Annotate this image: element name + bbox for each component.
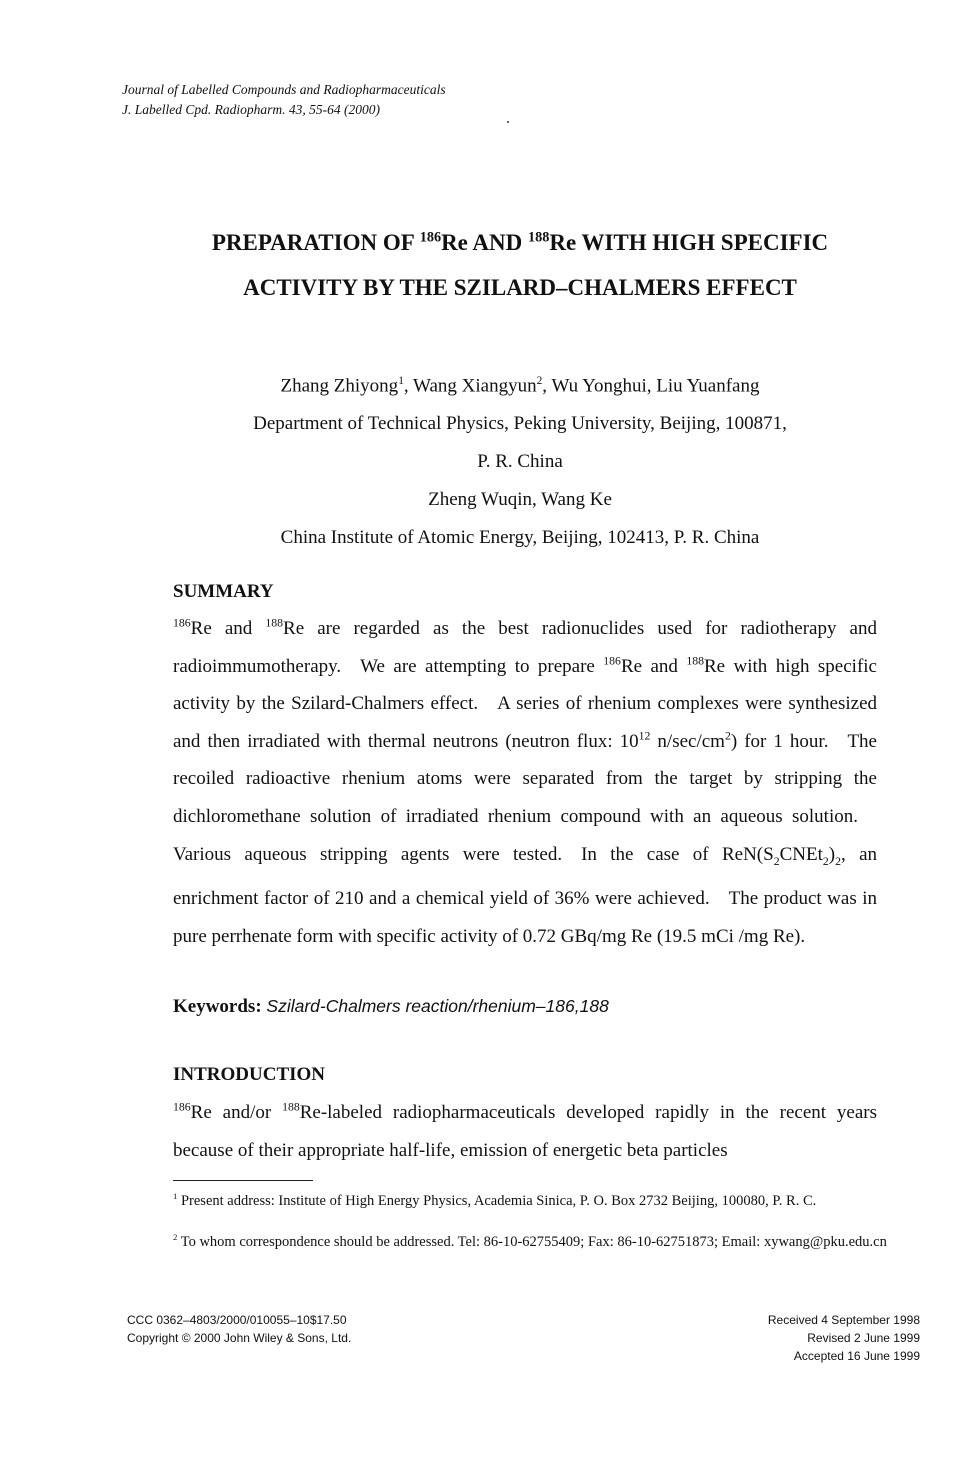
copyright-block	[127, 1311, 351, 1347]
summary-text: Re are regarded as the best radionuclides used for radiotherapy and radioimmumotherapy. We are attempting to prepare	[173, 618, 877, 677]
keywords-label: Keywords:	[173, 996, 267, 1017]
author-line-1	[100, 362, 940, 405]
intro-text: Re and/or	[190, 1102, 283, 1123]
summary-text: Re with high specific activity by the Szilard-Chalmers effect. A series of rhenium complexes were synthesized and then irradiated with thermal neutrons (neutron flux: 10	[173, 655, 877, 752]
revised-date: Revised 2 June 1999	[807, 1331, 920, 1345]
author-name: Zhang Zhiyong	[280, 375, 399, 397]
footnote-mark: 2	[173, 1232, 178, 1242]
footnote-2	[173, 1229, 893, 1251]
ccc-code: CCC 0362–4803/2000/010055–10$17.50	[127, 1313, 347, 1327]
title-superscript: 188	[527, 229, 550, 246]
title-text: Re WITH HIGH SPECIFIC	[549, 230, 829, 255]
dates-block	[680, 1311, 920, 1365]
paper-title-line-1	[100, 230, 940, 256]
author-line-2: Zheng Wuqin, Wang Ke	[428, 489, 612, 511]
title-superscript: 186	[419, 229, 442, 246]
summary-text: Re and	[620, 655, 687, 677]
author-names: , Wu Yonghui, Liu Yuanfang	[542, 375, 760, 397]
journal-name: Journal of Labelled Compounds and Radiopharmaceuticals	[122, 82, 446, 97]
superscript: 186	[173, 616, 191, 630]
paper-title-line-2: ACTIVITY BY THE SZILARD–CHALMERS EFFECT	[243, 275, 797, 300]
superscript: 188	[686, 654, 704, 668]
superscript: 188	[265, 616, 284, 630]
intro-text: Re-labeled radiopharmaceuticals developed rapidly in the recent years because of their appropriate half-life, emission of energetic beta particles	[173, 1102, 877, 1161]
footnote-divider	[173, 1180, 313, 1181]
affiliation-1-country: P. R. China	[477, 451, 563, 473]
copyright-line: Copyright © 2000 John Wiley & Sons, Ltd.	[127, 1331, 352, 1345]
author-footnote-mark: 2	[536, 375, 543, 387]
journal-citation: J. Labelled Cpd. Radiopharm. 43, 55-64 (2000)	[122, 102, 380, 117]
footnote-1	[173, 1188, 893, 1210]
summary-text: )	[828, 843, 836, 865]
subscript: 2	[773, 854, 780, 868]
received-date: Received 4 September 1998	[767, 1313, 920, 1327]
superscript: 12	[638, 729, 651, 743]
introduction-paragraph	[173, 1094, 877, 1169]
summary-text: n/sec/cm	[650, 730, 725, 752]
superscript: 188	[282, 1100, 300, 1114]
superscript: 2	[724, 729, 731, 743]
introduction-heading: INTRODUCTION	[173, 1064, 326, 1085]
footnote-text: Present address: Institute of High Energy Physics, Academia Sinica, P. O. Box 2732 Beijing, 100080, P. R. C.	[180, 1192, 817, 1209]
title-text: Re AND	[441, 230, 528, 255]
author-name: , Wang Xiangyun	[403, 375, 537, 397]
summary-heading: SUMMARY	[173, 581, 274, 602]
affiliation-1: Department of Technical Physics, Peking University, Beijing, 100871,	[253, 413, 787, 435]
footnote-text: To whom correspondence should be addressed. Tel: 86-10-62755409; Fax: 86-10-62751873; Email: xywang@pku.edu.cn	[180, 1233, 887, 1250]
author-footnote-mark: 1	[398, 375, 404, 387]
keywords-value: Szilard-Chalmers reaction/rhenium–186,188	[266, 996, 609, 1016]
speck	[507, 121, 509, 123]
superscript: 186	[173, 1100, 191, 1114]
journal-header	[122, 80, 446, 120]
author-block	[100, 362, 940, 557]
subscript: 2	[822, 854, 829, 868]
summary-text: , an enrichment factor of 210 and a chemical yield of 36% were achieved. The product was in pure perrhenate form with specific activity of 0.72 GBq/mg Re (19.5 mCi /mg Re).	[173, 843, 878, 947]
title-text: PREPARATION OF	[211, 230, 420, 255]
summary-text: CNEt	[779, 843, 823, 865]
subscript: 2	[835, 854, 841, 868]
summary-text: Re and	[190, 618, 266, 639]
keywords-line	[173, 988, 877, 1026]
summary-paragraph	[173, 610, 877, 955]
footnote-mark: 1	[173, 1191, 178, 1201]
superscript: 186	[603, 654, 621, 668]
affiliation-2: China Institute of Atomic Energy, Beijing, 102413, P. R. China	[280, 527, 760, 549]
accepted-date: Accepted 16 June 1999	[793, 1349, 920, 1363]
summary-text: ) for 1 hour. The recoiled radioactive rhenium atoms were separated from the target by stripping the dichloromethane solution of irradiated rhenium compound with an aqueous solution. Various aqueous stripping agents were tested. In the case of ReN(S	[173, 730, 877, 865]
